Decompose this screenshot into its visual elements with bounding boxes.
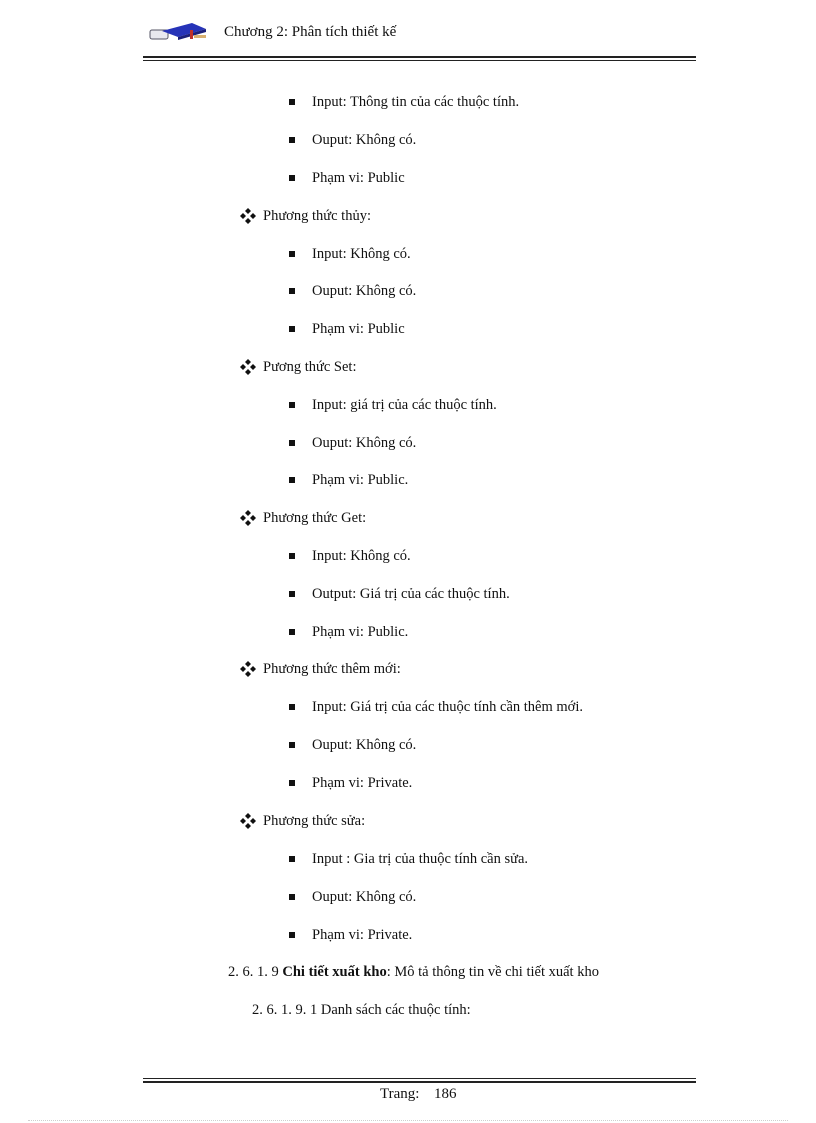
header-title: Chương 2: Phân tích thiết kế [224, 24, 397, 40]
square-bullet-icon [289, 780, 295, 786]
square-bullet-icon [289, 326, 295, 332]
four-diamond-bullet-icon [240, 661, 256, 677]
square-bullet-icon [289, 894, 295, 900]
square-bullet-icon [289, 742, 295, 748]
square-bullet-icon [289, 932, 295, 938]
header-rule-thin [143, 60, 696, 61]
page-label: Trang: [380, 1086, 420, 1102]
square-bullet-icon [289, 402, 295, 408]
subsection-heading: 2. 6. 1. 9. 1 Danh sách các thuộc tính: [252, 1002, 471, 1018]
section-title: Chi tiết xuất kho [282, 964, 387, 980]
section-heading: 2. 6. 1. 9 Chi tiết xuất kho: Mô tả thông tin về chi tiết xuất kho [228, 964, 599, 980]
four-diamond-bullet-icon [240, 510, 256, 526]
page-number: 186 [434, 1086, 457, 1102]
footer-rule [143, 1081, 696, 1083]
graduation-cap-logo-icon [148, 21, 210, 43]
four-diamond-bullet-icon [240, 359, 256, 375]
square-bullet-icon [289, 553, 295, 559]
square-bullet-icon [289, 440, 295, 446]
square-bullet-icon [289, 288, 295, 294]
square-bullet-icon [289, 251, 295, 257]
header-rule [143, 56, 696, 58]
square-bullet-icon [289, 175, 295, 181]
page-bottom-dotted-line [28, 1120, 788, 1121]
square-bullet-icon [289, 137, 295, 143]
square-bullet-icon [289, 704, 295, 710]
four-diamond-bullet-icon [240, 208, 256, 224]
square-bullet-icon [289, 99, 295, 105]
square-bullet-icon [289, 629, 295, 635]
square-bullet-icon [289, 591, 295, 597]
four-diamond-bullet-icon [240, 813, 256, 829]
footer-rule-thin [143, 1078, 696, 1079]
square-bullet-icon [289, 856, 295, 862]
square-bullet-icon [289, 477, 295, 483]
